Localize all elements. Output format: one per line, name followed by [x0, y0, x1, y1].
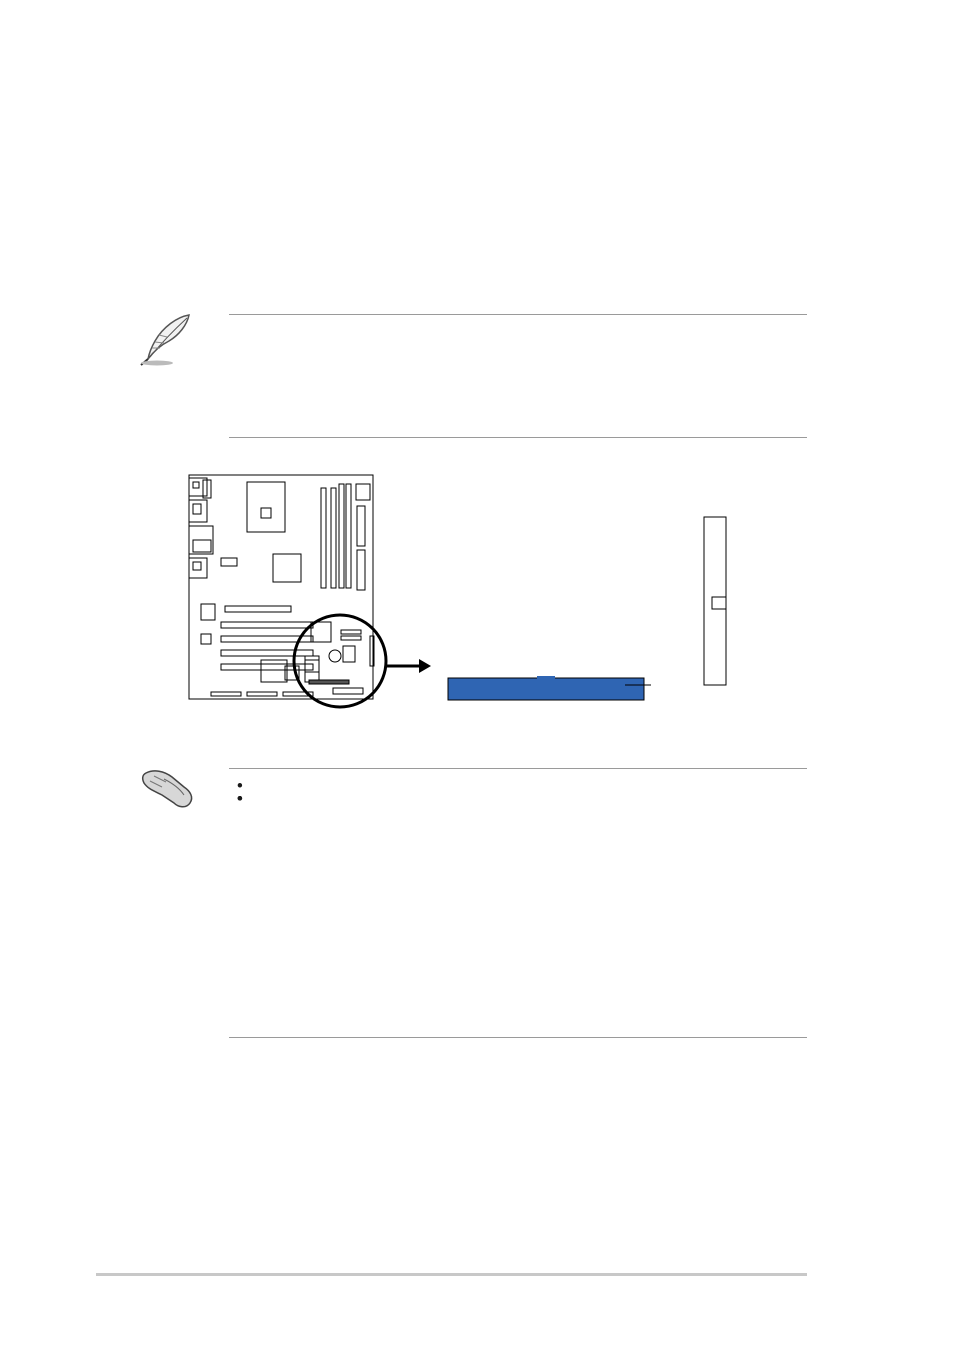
note-bottom-rule	[229, 437, 807, 438]
motherboard-diagram	[185, 470, 745, 725]
connector-key-notch	[537, 676, 555, 680]
note-top-rule	[229, 314, 807, 315]
ide-connector-horizontal	[448, 678, 644, 700]
feather-pen-icon	[137, 311, 195, 372]
board-outline	[189, 475, 373, 699]
caution-bottom-rule	[229, 1037, 807, 1038]
motherboard-layout-svg	[185, 470, 745, 720]
footer-rule	[96, 1273, 807, 1276]
caution-top-rule	[229, 768, 807, 769]
hand-icon	[140, 765, 200, 816]
caution-list	[235, 776, 810, 789]
